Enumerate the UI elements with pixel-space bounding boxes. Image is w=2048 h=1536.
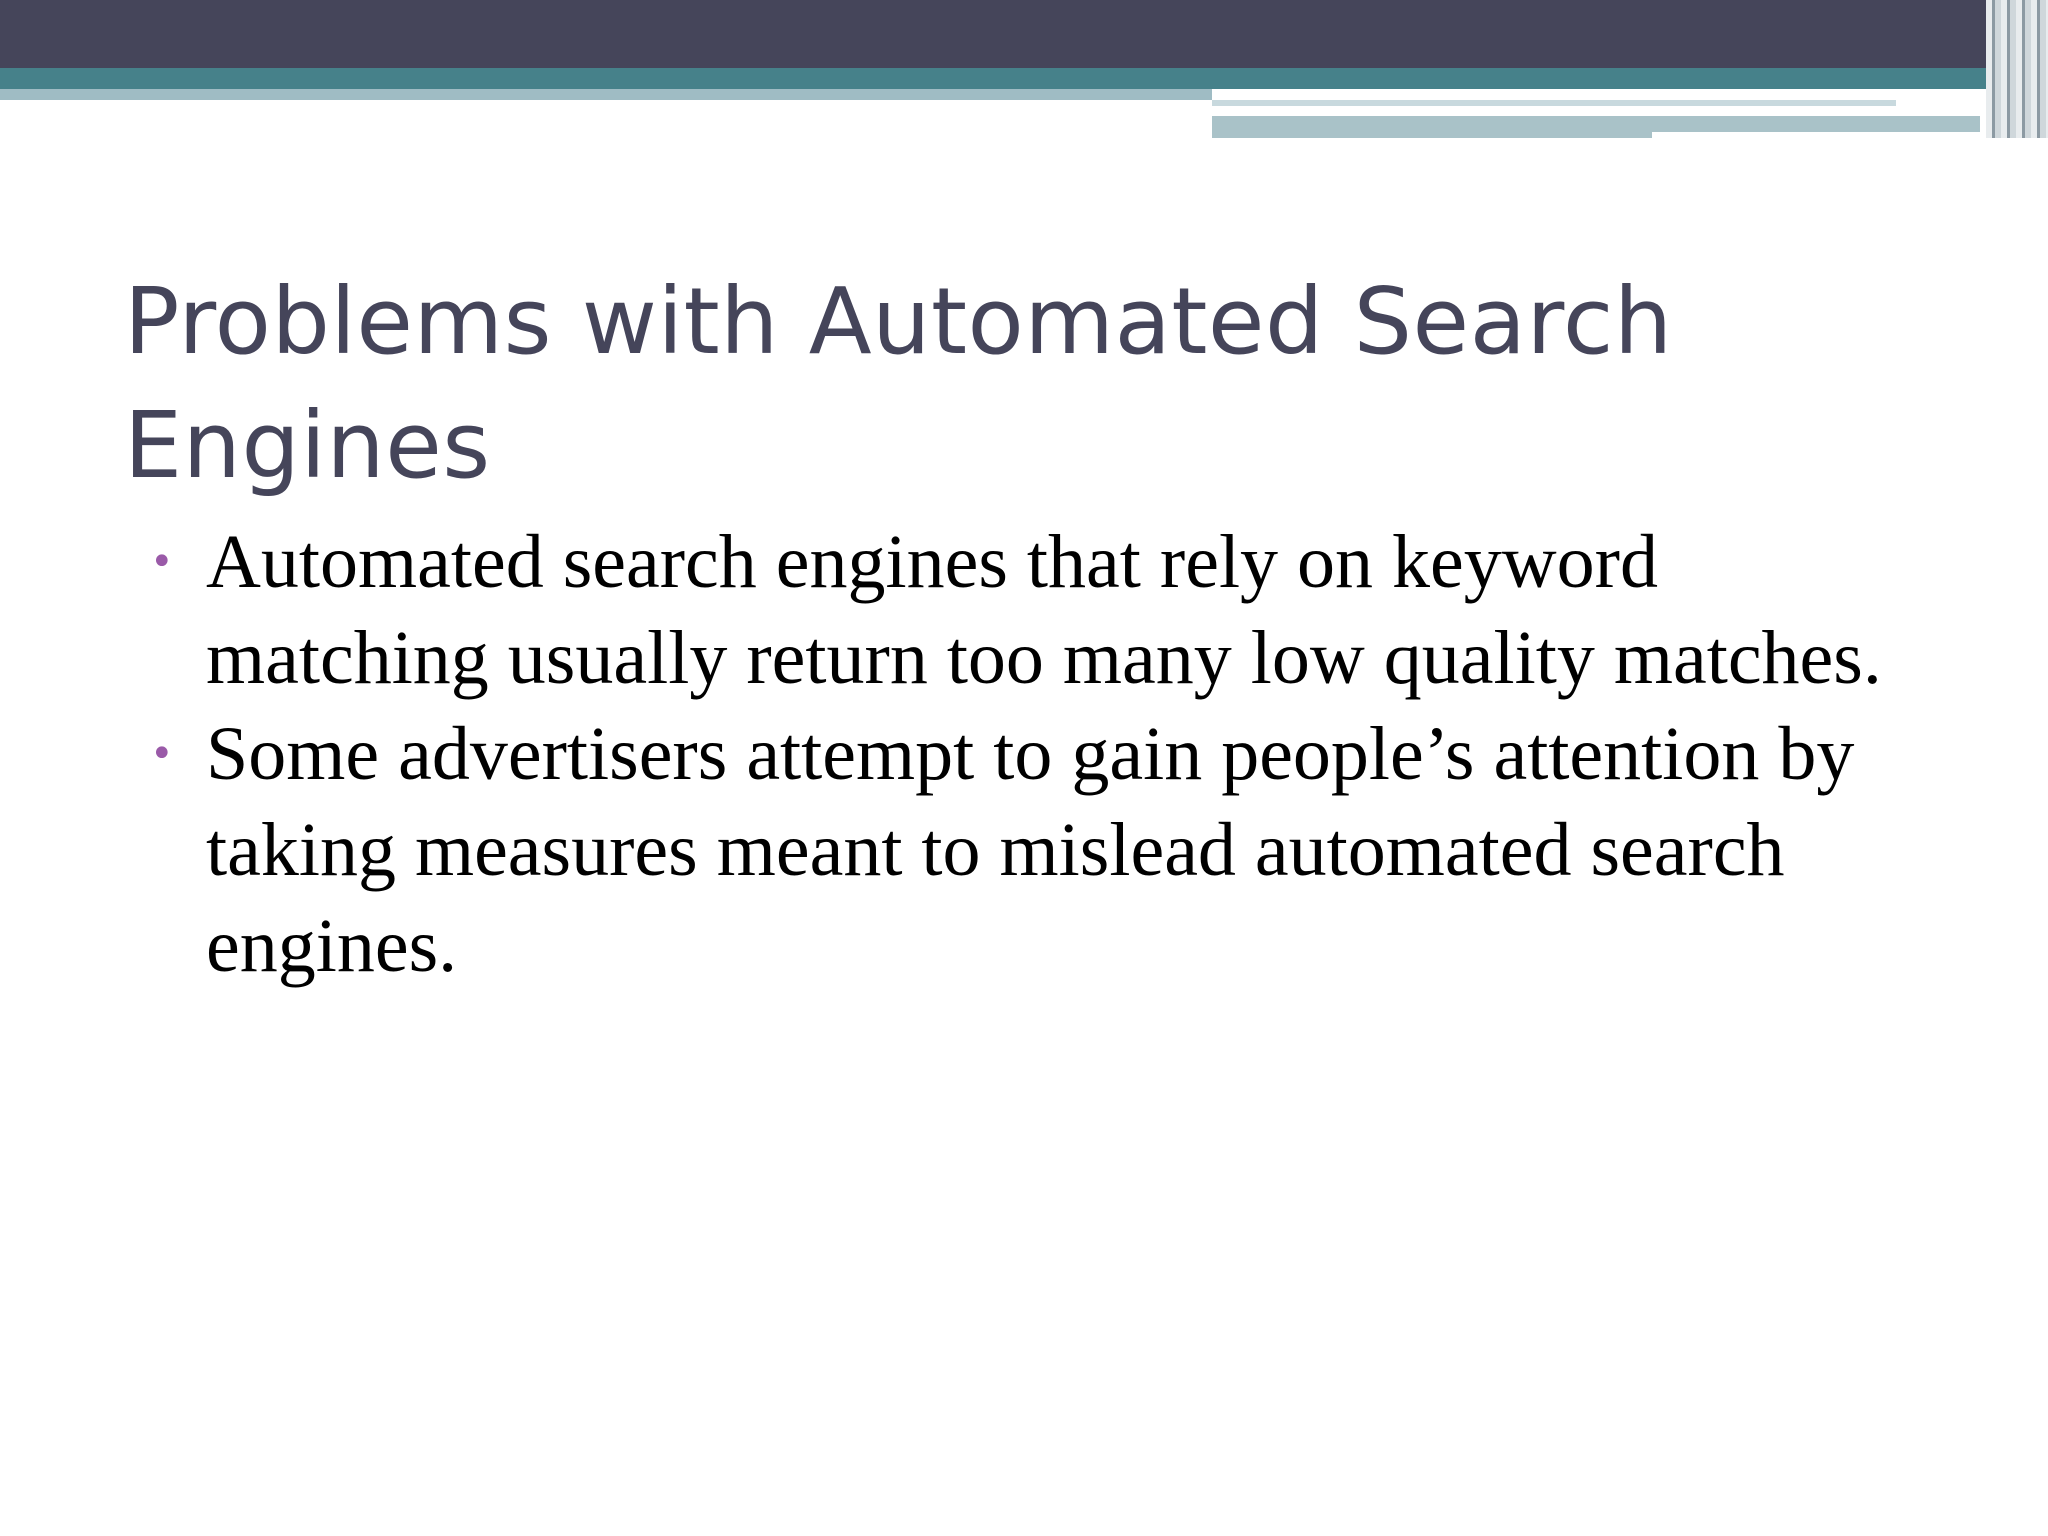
- header-dark-band: [0, 0, 2048, 68]
- header-light-band-right: [1212, 100, 1896, 106]
- bullet-item: [150, 514, 1910, 706]
- bullet-marker-icon: •: [150, 731, 174, 777]
- header-light-band-right-end: [1652, 116, 1980, 132]
- bullet-text: Some advertisers attempt to gain people’s attention by taking measures meant to mislead automated search engines.: [206, 712, 1855, 988]
- header-light-band-left: [0, 89, 1212, 100]
- header-edge-stripes: [1986, 0, 2048, 138]
- header-light-band-right-lower: [1212, 116, 1652, 138]
- bullet-item: [150, 706, 1910, 994]
- header-white-line: [1212, 110, 1896, 115]
- header-teal-band: [0, 68, 2048, 89]
- slide-title: Problems with Automated Search Engines: [124, 268, 1673, 499]
- bullet-text: Automated search engines that rely on keyword matching usually return too many low quality matches.: [206, 520, 1882, 700]
- bullet-marker-icon: •: [150, 539, 174, 585]
- bullet-list: [150, 514, 1910, 994]
